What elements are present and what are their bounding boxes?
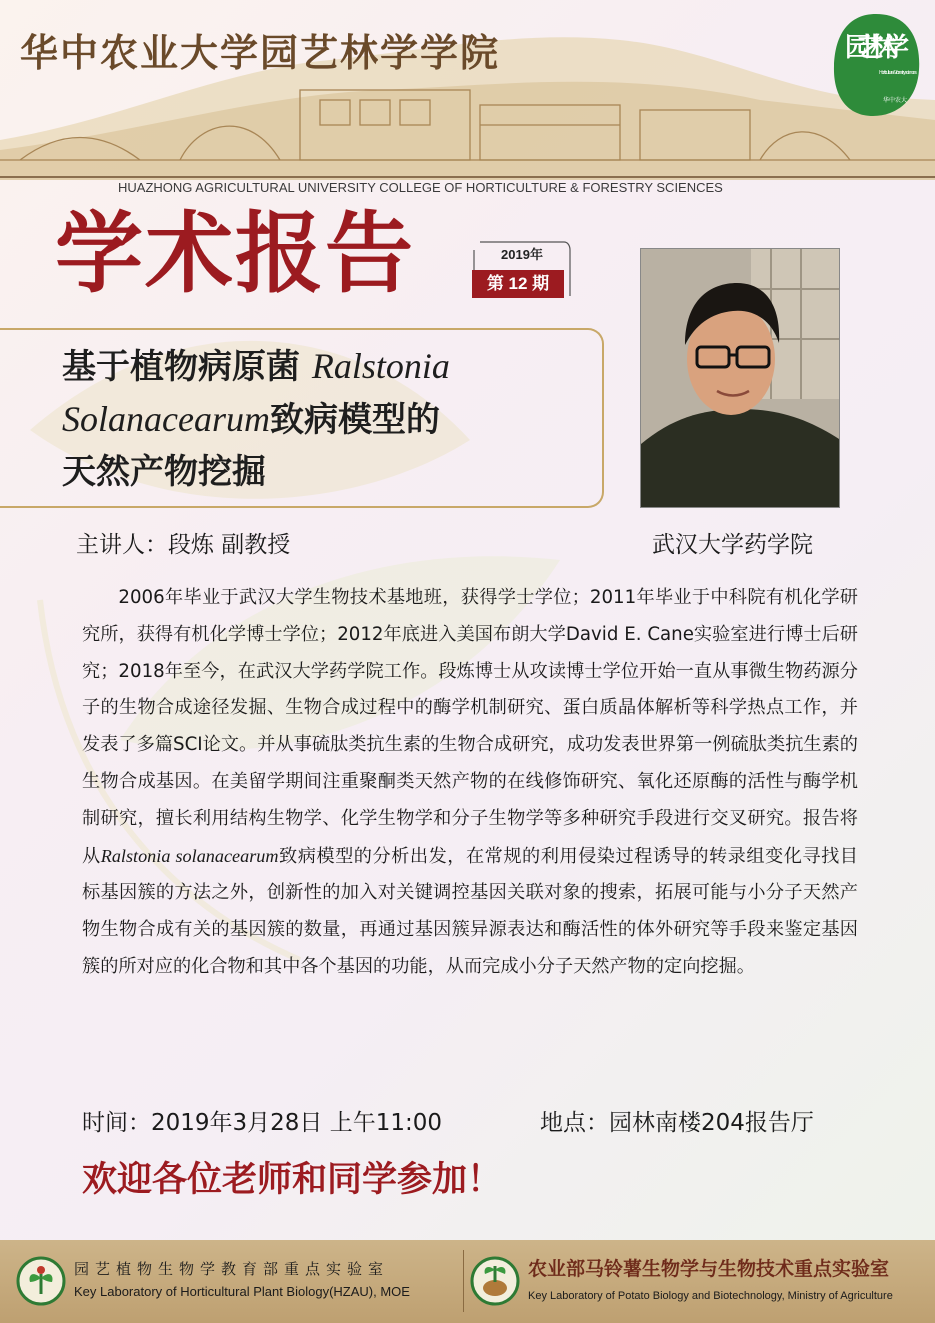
header xyxy=(0,0,935,200)
event-place: 地点：园林南楼204报告厅 xyxy=(540,1110,814,1136)
lab-horticulture-en: Key Laboratory of Horticultural Plant Biology(HZAU), MOE xyxy=(74,1284,410,1299)
speaker-name: 主讲人：段炼 副教授 xyxy=(76,532,291,558)
college-subtitle: HUAZHONG AGRICULTURAL UNIVERSITY COLLEGE OF HORTICULTURE & FORESTRY SCIENCES xyxy=(118,180,723,195)
issue-number: 第 12 期 xyxy=(472,270,564,298)
header-divider xyxy=(0,176,935,178)
college-logo-badge xyxy=(829,10,924,120)
report-topic xyxy=(62,340,602,498)
issue-box xyxy=(472,240,572,302)
speaker-portrait xyxy=(641,249,839,507)
badge-small-en: Horticulture & forestry sciences xyxy=(879,70,917,76)
footer-divider xyxy=(463,1250,464,1312)
bio-italic: Ralstonia solanacearum xyxy=(100,845,279,866)
welcome-text: 欢迎各位老师和同学参加！ xyxy=(82,1160,503,1200)
footer xyxy=(0,1240,935,1323)
topic-line2-cn: 致病模型的 xyxy=(269,400,440,440)
page-title: 学术报告 xyxy=(55,202,416,305)
lab-horticulture-logo xyxy=(16,1256,66,1306)
speaker-photo xyxy=(640,248,840,508)
lab-potato-logo xyxy=(470,1256,520,1306)
event-time: 时间：2019年3月28日 上午11:00 xyxy=(82,1110,443,1136)
badge-text: 园艺林学 xyxy=(845,33,909,63)
speaker-bio xyxy=(82,580,858,986)
lab-potato-cn: 农业部马铃薯生物学与生物技术重点实验室 xyxy=(528,1258,890,1280)
topic-line3-cn: 天然产物挖掘 xyxy=(62,452,266,492)
topic-line2-latin: Solanacearum xyxy=(62,399,270,439)
issue-year: 2019年 xyxy=(501,247,543,262)
topic-line1-cn: 基于植物病原菌 xyxy=(62,347,312,387)
lab-horticulture xyxy=(16,1252,456,1312)
bio-part1: 2006年毕业于武汉大学生物技术基地班，获得学士学位；2011年毕业于中科院有机化学研究所，获得有机化学博士学位；2012年底进入美国布朗大学David E. Cane实验室进行博士后研究；2018年至今，在武汉大学药学院工作。段炼博士从攻读博士学位开始一直从事微生物药源分子的生物合成途径发掘、生物合成过程中的酶学机制研究、蛋白质晶体解析等科学热点工作，并发表了多篇SCI论文。并从事硫肽类抗生素的生物合成研究，成功发表世界第一例硫肽类抗生素的生物合成基因。在美留学期间注重聚酮类天然产物的在线修饰研究、氧化还原酶的活性与酶学机制研究，擅长利用结构生物学、化学生物学和分子生物学等多种研究手段进行交叉研究。报告将从 xyxy=(82,587,858,867)
lab-potato-en: Key Laboratory of Potato Biology and Biotechnology, Ministry of Agriculture xyxy=(528,1290,893,1302)
bio-part2: 致病模型的分析出发，在常规的利用侵染过程诱导的转录组变化寻找目标基因簇的方法之外，创新性的加入对关键调控基因关联对象的搜索，拓展可能与小分子天然产物生物合成有关的基因簇的数量，再通过基因簇异源表达和酶活性的体外研究等手段来鉴定基因簇的所对应的化合物和其中各个基因的功能，从而完成小分子天然产物的定向挖掘。 xyxy=(82,845,858,977)
lab-potato xyxy=(470,1252,930,1312)
university-name: 华中农业大学园艺林学学院 xyxy=(20,30,501,75)
badge-small-cn: 华中农大 xyxy=(883,97,908,104)
speaker-affiliation: 武汉大学药学院 xyxy=(652,532,813,558)
lab-horticulture-cn: 园艺植物生物学教育部重点实验室 xyxy=(74,1260,390,1278)
topic-line1-latin: Ralstonia xyxy=(311,346,450,386)
